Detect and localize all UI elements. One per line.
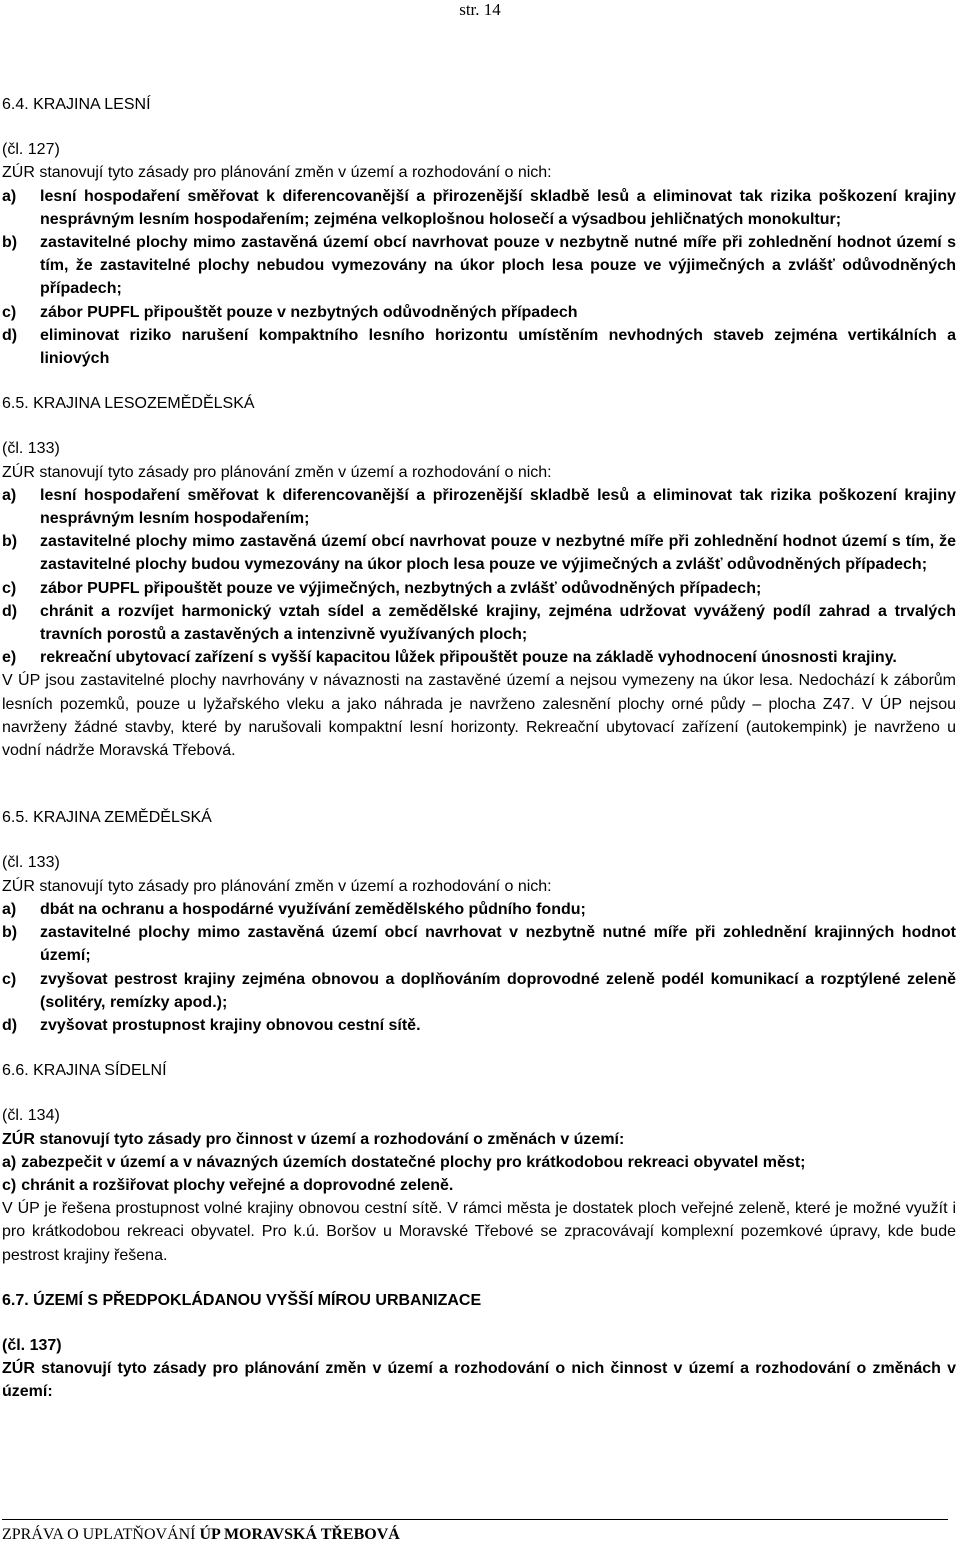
- list-item: [2, 968, 956, 1014]
- section-krajina-sidelni: [2, 1059, 956, 1267]
- section-uzemi-urbanizace: [2, 1289, 956, 1404]
- list-item: [2, 185, 956, 231]
- article-ref: (čl. 137): [2, 1336, 62, 1354]
- list-item: [2, 577, 956, 600]
- section-intro: ZÚR stanovují tyto zásady pro plánování změn v území a rozhodování o nich:: [2, 877, 552, 895]
- list-item: [2, 530, 956, 576]
- list-item-label: c): [2, 970, 17, 988]
- list-item-text: zastavitelné plochy mimo zastavěná území obcí navrhovat v nezbytně nutné míře při zohlednění krajinných hodnot území;: [40, 924, 956, 965]
- list-item-text: chránit a rozvíjet harmonický vztah sídel a zemědělské krajiny, zejména udržovat vyvážený podíl zahrad a trvalých travních porostů a zastavěných a intenzivně využívaných ploch;: [40, 602, 956, 644]
- list-item: [2, 324, 956, 370]
- list-item-label: a): [2, 900, 17, 918]
- list-item-label: b): [2, 924, 18, 942]
- section-intro: ZÚR stanovují tyto zásady pro plánování změn v území a rozhodování o nich:: [2, 164, 552, 182]
- section-title: 6.4. KRAJINA LESNÍ: [2, 96, 151, 113]
- list-item: [2, 231, 956, 301]
- section-krajina-lesozemedelska: [2, 392, 956, 762]
- list-item-text: eliminovat riziko narušení kompaktního lesního horizontu umístěním nevhodných staveb zejména vertikálních a liniových: [40, 326, 956, 368]
- list-item-label: d): [2, 326, 18, 344]
- list-item-label: b): [2, 533, 18, 551]
- list-item-text: zábor PUPFL připouštět pouze v nezbytných odůvodněných případech: [40, 303, 578, 321]
- section-paragraph: V ÚP je řešena prostupnost volné krajiny obnovou cestní sítě. V rámci města je dostatek ploch veřejné zeleně, které je možné využít i pro krátkodobou rekreaci obyvatel. Pro k.ú. Boršov u Moravské Třebové se zpracovávají komplexní pozemkové úpravy, kde bude pestrost krajiny řešena.: [2, 1200, 956, 1264]
- list-item: [2, 1151, 956, 1174]
- footer-title: ZPRÁVA O UPLATŇOVÁNÍ: [2, 1526, 200, 1543]
- list-item-text: zabezpečit v území a v návazných územích dostatečné plochy pro krátkodobou rekreaci obyvatel měst;: [21, 1153, 806, 1171]
- list-item-text: chránit a rozšiřovat plochy veřejné a doprovodné zeleně.: [21, 1176, 454, 1194]
- list-item-label: c): [2, 1176, 17, 1194]
- section-krajina-zemedelska: [2, 806, 956, 1037]
- list-item-text: rekreační ubytovací zařízení s vyšší kapacitou lůžek připouštět pouze na základě vyhodnocení únosnosti krajiny.: [40, 649, 897, 667]
- list-item-text: lesní hospodaření směřovat k diferencovanější a přirozenější skladbě lesů a eliminovat tak rizika poškození krajiny nesprávným lesním hospodařením;: [40, 486, 956, 528]
- list-item-text: zastavitelné plochy mimo zastavěná území obcí navrhovat pouze v nezbytné míře při zohlednění hodnot území s tím, že zastavitelné plochy budou vymezovány na úkor ploch lesa pouze ve výjimečných a zvlášť odůvodněných případech;: [40, 533, 956, 574]
- article-ref: (čl. 134): [2, 1107, 60, 1125]
- list-item-label: d): [2, 602, 18, 620]
- list-item: [2, 301, 956, 324]
- section-title: 6.5. KRAJINA LESOZEMĚDĚLSKÁ: [2, 395, 255, 413]
- list-item-text: zastavitelné plochy mimo zastavěná území obcí navrhovat pouze v nezbytně nutné míře při zohlednění hodnot území s tím, že zastavitelné plochy nebudou vymezovány na úkor ploch lesa pouze ve výjimečných a zvlášť odůvodněných případech;: [40, 234, 956, 298]
- list-item: [2, 646, 956, 669]
- list-item-label: a): [2, 187, 17, 205]
- list-item: [2, 484, 956, 530]
- list-item: [2, 1174, 956, 1197]
- list-item-text: zvyšovat prostupnost krajiny obnovou cestní sítě.: [40, 1016, 421, 1034]
- page-number: str. 14: [459, 0, 501, 19]
- section-paragraph: V ÚP jsou zastavitelné plochy navrhovány v návaznosti na zastavěné území a nejsou vymezeny na úkor lesa. Nedochází k záborům lesních pozemků, pouze u lyžařského vleku a jako náhrada je navrženo zalesnění plochy orné půdy – plocha Z47. V ÚP nejsou navrženy žádné stavby, které by narušovali kompaktní lesní horizonty. Rekreační ubytovací zařízení (autokempink) je navrženo u vodní nádrže Moravská Třebová.: [2, 672, 956, 760]
- list-item-label: c): [2, 579, 17, 597]
- article-ref: (čl. 133): [2, 440, 60, 458]
- footer-divider: [2, 1519, 948, 1520]
- page-footer: [2, 1526, 400, 1544]
- list-item-text: dbát na ochranu a hospodárné využívání zemědělského půdního fondu;: [40, 900, 586, 918]
- list-item-label: a): [2, 1153, 17, 1171]
- list-item-label: b): [2, 234, 18, 252]
- list-item-label: e): [2, 649, 17, 667]
- list-item: [2, 921, 956, 967]
- list-item: [2, 1014, 956, 1037]
- list-item-label: d): [2, 1016, 18, 1034]
- footer-title-bold: ÚP MORAVSKÁ TŘEBOVÁ: [199, 1526, 400, 1543]
- document-body: [2, 93, 956, 1404]
- list-item-text: zvyšovat pestrost krajiny zejména obnovou a doplňováním doprovodné zeleně podél komunikací a rozptýlené zeleně (solitéry, remízky apod.);: [40, 970, 956, 1011]
- section-title: 6.6. KRAJINA SÍDELNÍ: [2, 1062, 167, 1080]
- section-krajina-lesni: [2, 93, 956, 370]
- list-item-text: zábor PUPFL připouštět pouze ve výjimečných, nezbytných a zvlášť odůvodněných případech;: [40, 579, 762, 597]
- list-item-label: c): [2, 303, 17, 321]
- section-title: 6.5. KRAJINA ZEMĚDĚLSKÁ: [2, 809, 212, 827]
- article-ref: (čl. 127): [2, 141, 60, 159]
- list-item-text: lesní hospodaření směřovat k diferencovanější a přirozenější skladbě lesů a eliminovat tak rizika poškození krajiny nesprávným lesním hospodařením; zejména velkoplošnou holosečí a výsadbou jehličnatých monokultur;: [40, 187, 956, 228]
- list-item: [2, 600, 956, 646]
- section-title: 6.7. ÚZEMÍ S PŘEDPOKLÁDANOU VYŠŠÍ MÍROU URBANIZACE: [2, 1291, 482, 1309]
- section-intro: ZÚR stanovují tyto zásady pro činnost v území a rozhodování o změnách v území:: [2, 1130, 625, 1148]
- section-intro: ZÚR stanovují tyto zásady pro plánování změn v území a rozhodování o nich:: [2, 463, 552, 481]
- list-item: [2, 898, 956, 921]
- article-ref: (čl. 133): [2, 854, 60, 872]
- list-item-label: a): [2, 486, 17, 504]
- section-intro: ZÚR stanovují tyto zásady pro plánování změn v území a rozhodování o nich činnost v území a rozhodování o změnách v území:: [2, 1360, 956, 1401]
